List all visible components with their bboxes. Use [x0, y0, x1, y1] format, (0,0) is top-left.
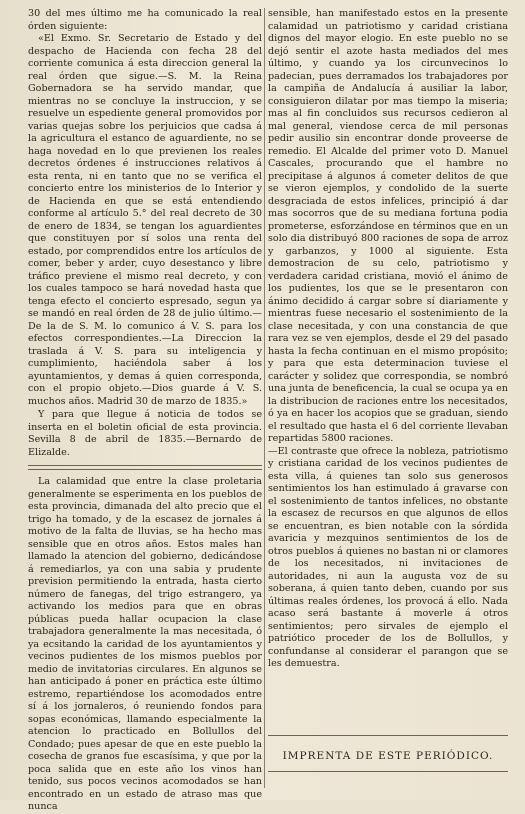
left-column [28, 8, 262, 814]
right-column [268, 8, 508, 671]
calamity-article: La calamidad que entre la clase proletaria generalmente se esperimenta en los pueblos de esta provincia, dimanada del alto precio que el trigo ha tomado, y de la escasez de jornales á motivo de la falta de lluvias, se ha hecho mas sensible que en otros años. Estos males han llamado la atencion del gobierno, dedicándose á remediarlos, ya con una sabia y prudente prevision permitiendo la entrada, hasta cierto número de fanegas, del trigo estrangero, ya activando los medios para que en obras públicas pueda hallar ocupacion la clase trabajadora generalmente la mas necesitada, ó ya ecsitando la caridad de los ayuntamientos y vecinos pudientes de los mismos pueblos por medio de invitatorias circulares. En algunos se han anticipado á poner en práctica este último estremo, repartiéndose los acomodados entre sí á los jornaleros, ó reuniendo fondos para sopas económicas, llamando especialmente la atencion lo practicado en Bollullos del Condado; pues apesar de que en este pueblo la cosecha de granos fue escasísima, y que por la poca salida que en este año los vinos han tenido, sus pocos vecinos acomodados se han encontrado en un estado de atraso mas que nunca [28, 476, 262, 812]
article-continuation: sensible, han manifestado estos en la presente calamidad un patriotismo y caridad cristiana dignos del mayor elogio. En este pueblo no se dejó sentir el azote hasta mediados del mes último, y cuando ya los circunvecinos lo padecian, pues derramados los trabajadores por la campiña de Andalucía á ausiliar la labor, consiguieron dilatar por mas tiempo la miseria; mas al fin concluidos sus recursos cedieron al mal general, viendose cerca de mil personas pedir ausilio sin encontrar donde proveerse de remedio. El Alcalde del primer voto D. Manuel Cascales, procurando que el hambre no precipitase á algunos á cometer delitos de que se vieron ejemplos, y condolido de la suerte desgraciada de estos infelices, principió á dar mas socorros que de su mediana fortuna podia prometerse, esforzándose en términos que en un solo dia distribuyó 800 raciones de sopa de arroz y garbanzos, y 1000 al siguiente. Esta demostracion de su celo, patriotismo y verdadera caridad cristiana, movió el ánimo de los pudientes, los que se le presentaron con ánimo decidido á cargar sobre sí diariamente y mientras fuese necesario el sostenimiento de la clase necesitada, y con una constancia de que rara vez se ven ejemplos, desde el 29 del pasado hasta la fecha continuan en el mismo propósito; y para que esta determinacion tuviese el carácter y solidez que correspondia, se nombró una junta de beneficencia, la cual se ocupa ya en la distribucion de raciones entre los necesitados, ó ya en hacer los acopios que se graduan, siendo el resultado que hasta el 6 del corriente llevaban repartidas 5800 raciones. [268, 8, 508, 444]
imprint-rule-bottom [268, 771, 508, 772]
publication-note: Y para que llegue á noticia de todos se inserta en el boletin oficial de esta provincia. Sevilla 8 de abril de 1835.—Bernardo de Elizalde. [28, 409, 262, 458]
imprint-rule-top [268, 735, 508, 736]
contrast-paragraph: —El contraste que ofrece la nobleza, patriotismo y cristiana caridad de los vecinos pudientes de esta villa, á quienes tan solo sus generosos sentimientos los han estimulado á gravarse con el sostenimiento de tantos infelices, no obstante la escasez de recursos en que algunos de ellos se encuentran, es bien notable con la sórdida avaricia y mezquinos sentimientos de los de otros pueblos á quienes no bastan ni or clamores de los necesitados, ni invitaciones de autoridades, ni aun la augusta voz de su soberana, á quien tanto deben, cuando por sus últimas reales órdenes, los provocá á ello. Nada acaso será bastante á moverle á otros sentimientos; pero sirvales de ejemplo el patriótico proceder de los de Bollullos, y confundanse al considerar el parangon que se les demuestra. [268, 445, 508, 669]
imprint-line: IMPRENTA DE ESTE PERIÓDICO. [282, 750, 494, 762]
royal-order-text: «El Exmo. Sr. Secretario de Estado y del despacho de Hacienda con fecha 28 del corriente comunica á esta direccion general la real órden que sigue.—S. M. la Reina Gobernadora se ha servido mandar, que mientras no se concluye la instruccion, y se resuelve un espediente general promovidos por varias quejas sobre los perjuicios que cadsa á la agricultura el estanco de aguardiente, no se haga novedad en lo que previenen los reales decretos órdenes é instrucciones relativos á esta renta, ni en tanto que no se verifica el concierto entre los ministerios de lo Interior y de Hacienda en que se está entendiendo conforme al artículo 5.° del real decreto de 30 de enero de 1834, se tengan los aguardientes que constituyen por sí solos una renta del estado, por comprendidos entre los artículos de comer, beber y arder, cuyo desestanco y libre tráfico previene el mismo real decreto, y con los cuales tampoco se hará novedad hasta que tenga efecto el concierto espresado, segun ya se mandó en real órden de 28 de julio último.—De la de S. M. lo comunico á V. S. para los efectos correspondientes.—La Direccion la traslada á V. S. para su inteligencia y cumplimiento, haciéndola saber á los ayuntamientos, y demas á quien corresponda, con el propio objeto.—Dios guarde á V. S. muchos años. Madrid 30 de marzo de 1835.» [28, 33, 262, 407]
order-intro: 30 del mes último me ha comunicado la real órden siguiente: [28, 8, 262, 32]
column-divider [264, 8, 265, 788]
section-divider [28, 465, 262, 470]
